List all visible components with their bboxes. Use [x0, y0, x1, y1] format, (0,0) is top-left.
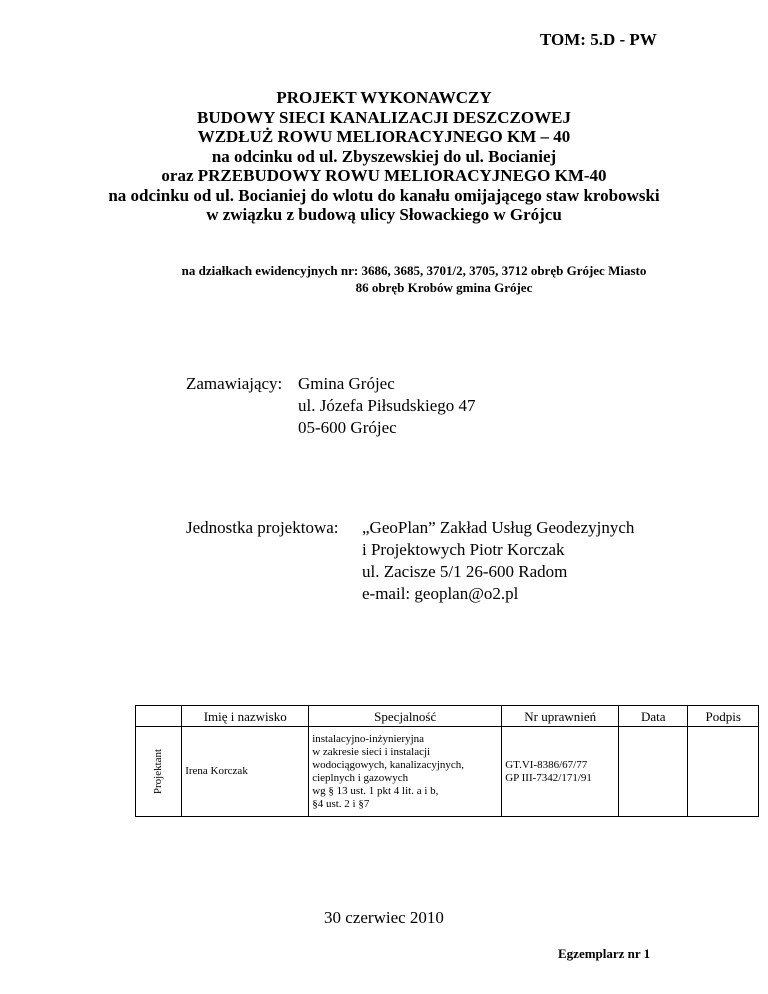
volume-label: TOM: 5.D - PW [540, 30, 657, 49]
design-unit-line: i Projektowych Piotr Korczak [362, 540, 565, 559]
title-line: BUDOWY SIECI KANALIZACJI DESZCZOWEJ [197, 107, 571, 127]
date-cell [619, 727, 688, 817]
specialty-line: instalacyjno-inżynieryjna [312, 732, 425, 745]
designer-license [502, 727, 619, 817]
specialty-line: wg § 13 ust. 1 pkt 4 lit. a i b, [312, 784, 439, 797]
specialty-line: cieplnych i gazowych [312, 771, 409, 784]
plots-line: 86 obręb Krobów gmina Grójec [355, 280, 533, 295]
stamp-header-row [136, 706, 759, 727]
header-signature: Podpis [688, 706, 759, 727]
stamp-row [136, 727, 759, 817]
title-line: w związku z budową ulicy Słowackiego w Grójcu [206, 205, 562, 224]
license-line: GT.VI-8386/67/77 [505, 758, 588, 771]
stamp-corner-cell [136, 706, 182, 727]
design-unit-line: e-mail: geoplan@o2.pl [362, 584, 519, 603]
header-name: Imię i nazwisko [182, 706, 309, 727]
designer-stamp-table [135, 705, 759, 817]
license-line: GP III-7342/171/91 [505, 771, 592, 784]
signature-cell [688, 727, 759, 817]
plot-numbers [0, 262, 768, 296]
client-line: Gmina Grójec [298, 374, 395, 393]
design-unit-label: Jednostka projektowa: [186, 518, 339, 537]
header-date: Data [619, 706, 688, 727]
copy-number: Egzemplarz nr 1 [558, 946, 651, 961]
design-unit-line: „GeoPlan” Zakład Usług Geodezyjnych [362, 518, 635, 537]
specialty-line: §4 ust. 2 i §7 [312, 797, 370, 810]
title-line: oraz PRZEBUDOWY ROWU MELIORACYJNEGO KM-40 [161, 166, 607, 185]
client-line: 05-600 Grójec [298, 418, 397, 437]
plots-line: na działkach ewidencyjnych nr: 3686, 3685, 3701/2, 3705, 3712 obręb Grójec Miasto [181, 263, 647, 278]
role-cell [136, 727, 182, 817]
title-line: WZDŁUŻ ROWU MELIORACYJNEGO KM – 40 [197, 127, 571, 146]
design-unit-line: ul. Zacisze 5/1 26-600 Radom [362, 562, 568, 581]
header-specialty: Specjalność [309, 706, 502, 727]
client-address [298, 373, 476, 439]
design-unit-address [362, 517, 634, 605]
title-line: na odcinku od ul. Zbyszewskiej do ul. Bocianiej [211, 146, 557, 166]
title-line: PROJEKT WYKONAWCZY [276, 88, 492, 107]
designer-name: Irena Korczak [182, 727, 309, 817]
client-label: Zamawiający: [186, 374, 283, 393]
specialty-line: wodociągowych, kanalizacyjnych, [312, 758, 465, 771]
client-line: ul. Józefa Piłsudskiego 47 [298, 396, 476, 415]
header-license: Nr uprawnień [502, 706, 619, 727]
designer-specialty [309, 727, 502, 817]
specialty-line: w zakresie sieci i instalacji [312, 745, 431, 758]
title-line: na odcinku od ul. Bocianiej do wlotu do kanału omijającego staw krobowski [108, 185, 660, 205]
role-label: Projektant [152, 748, 165, 795]
project-title [0, 88, 768, 225]
document-date: 30 czerwiec 2010 [324, 908, 444, 927]
